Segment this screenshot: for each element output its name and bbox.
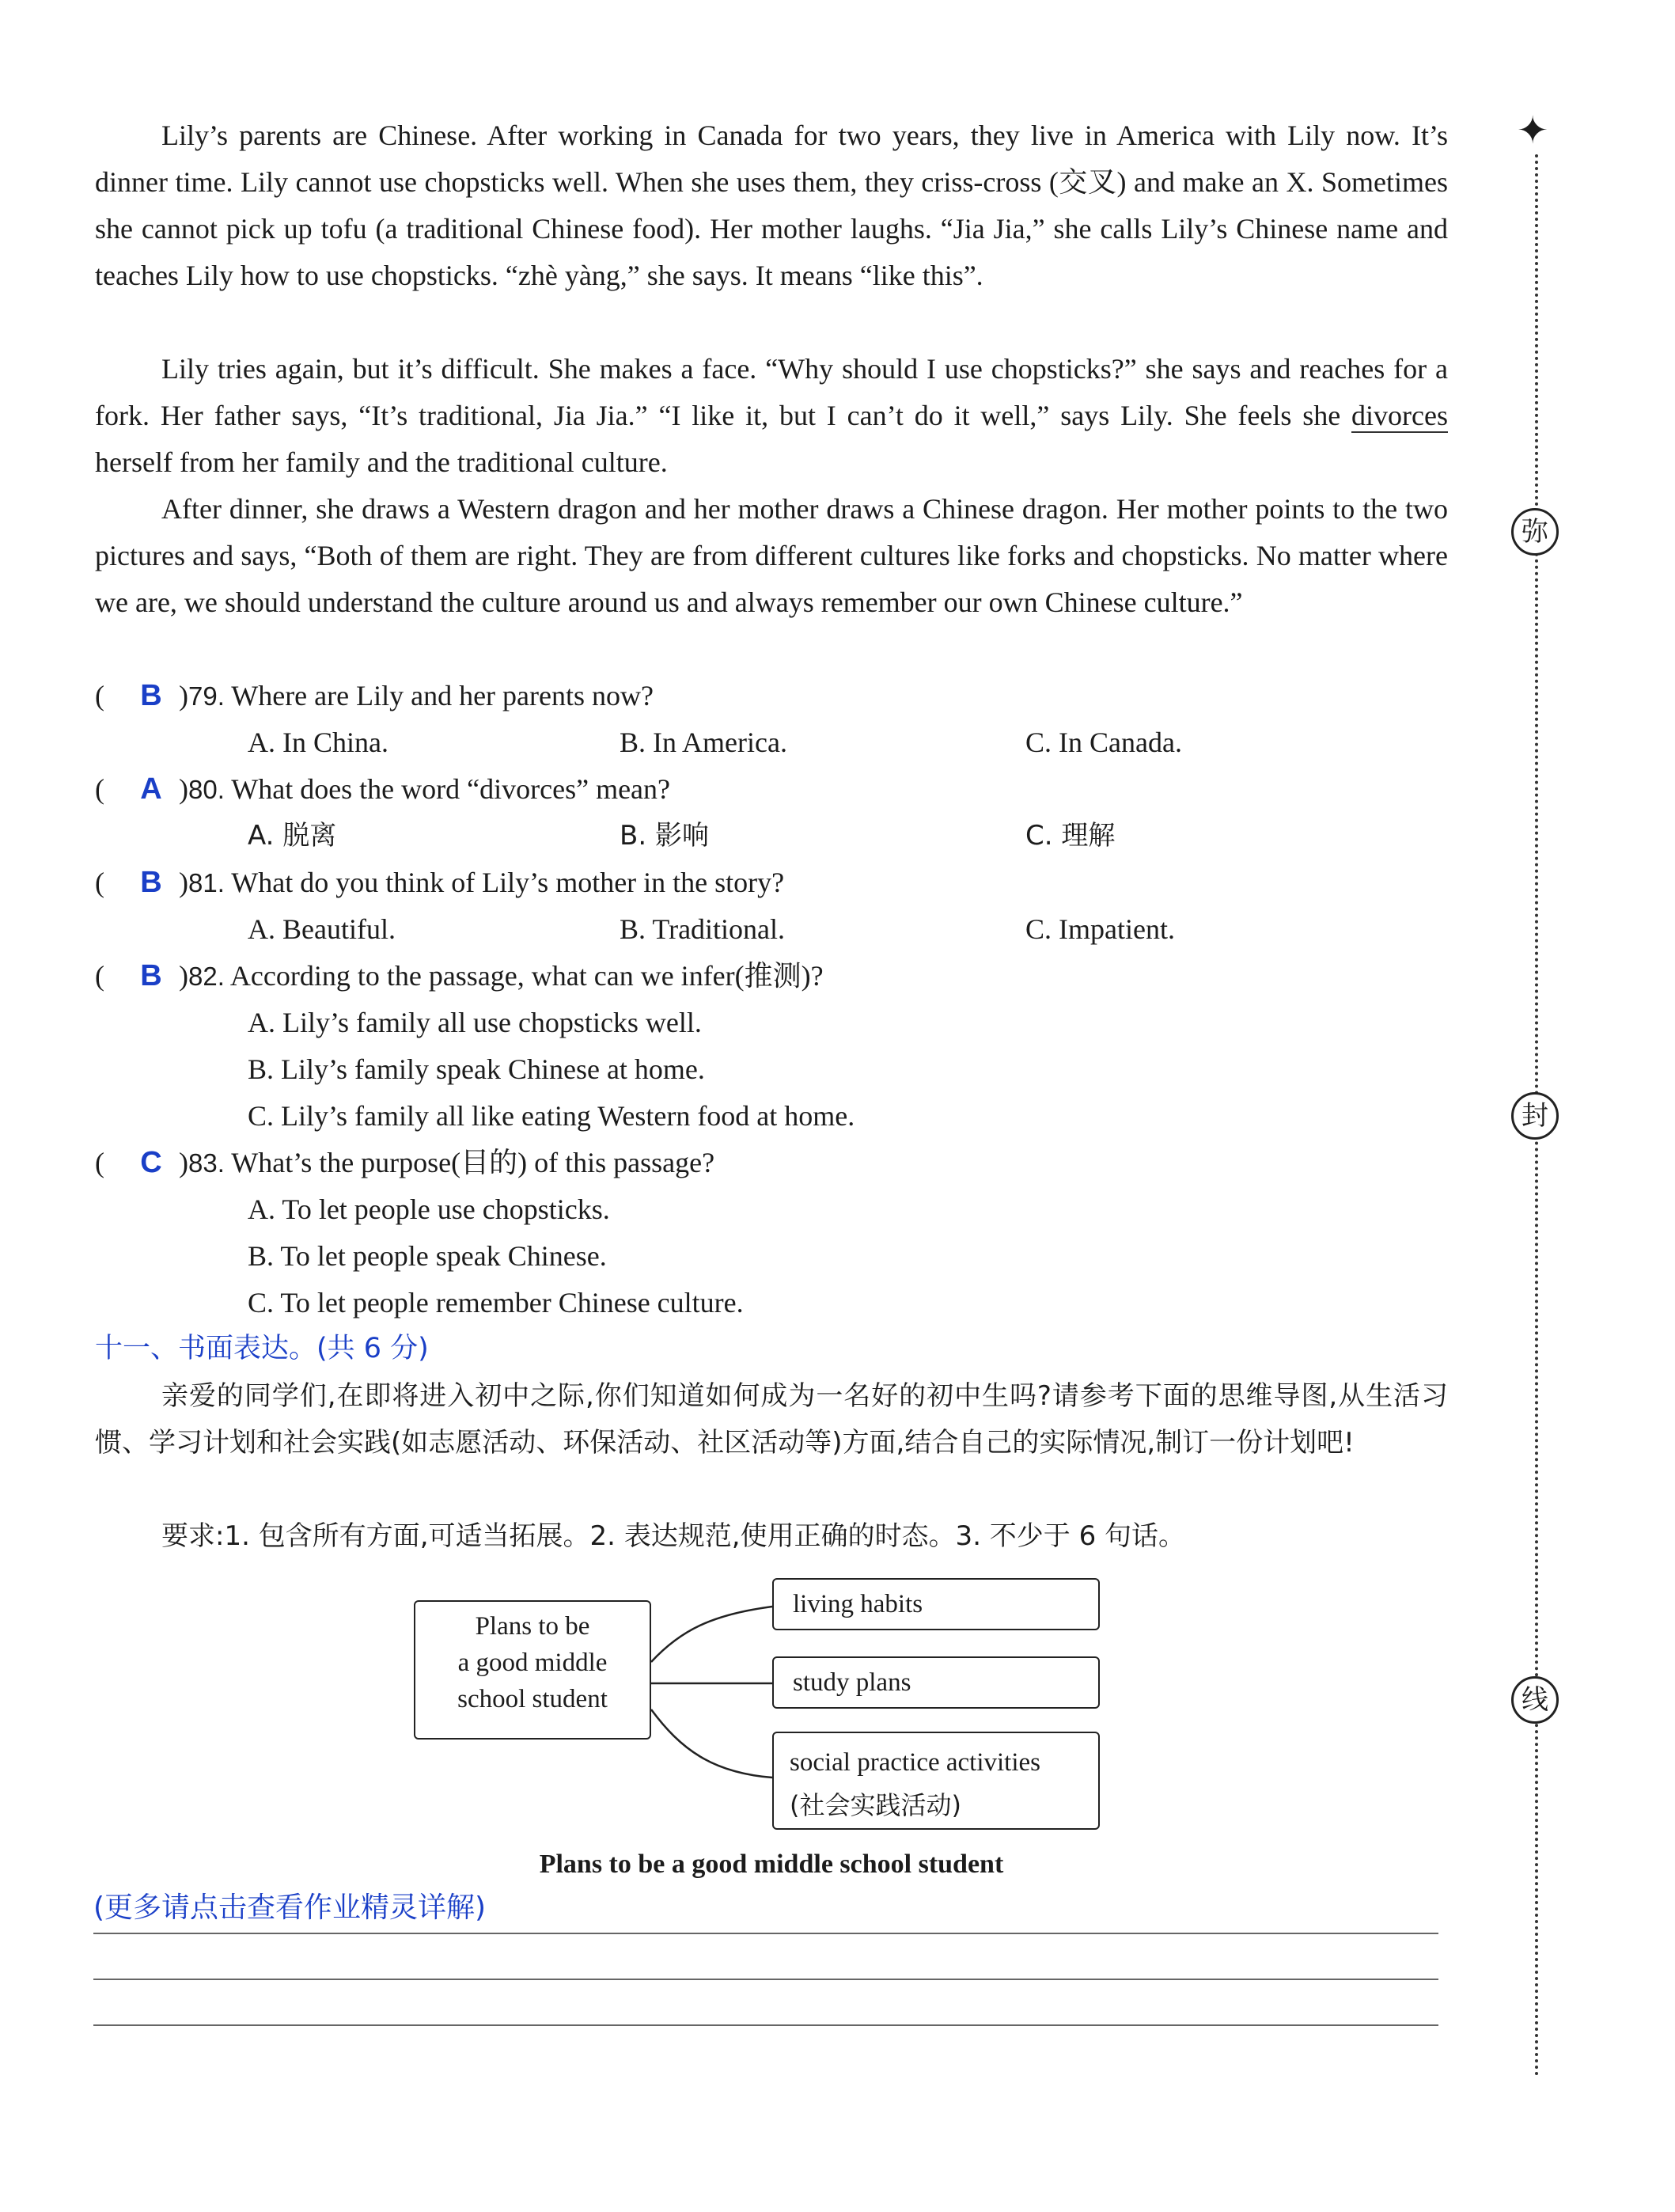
connector-living-habits (651, 1607, 772, 1662)
more-details-link[interactable]: (更多请点击查看作业精灵详解) (93, 1891, 487, 1924)
paren-close: ) (179, 867, 188, 898)
question-number: 81. (188, 868, 225, 897)
binding-mark-mi: 弥 (1511, 508, 1559, 556)
mindmap-caption: Plans to be a good middle school student (539, 1850, 1004, 1879)
question-text: According to the passage, what can we infer(推测)? (229, 960, 824, 992)
option-a: A. Lily’s family all use chopsticks well. (248, 1007, 702, 1038)
underlined-word: divorces (1351, 400, 1448, 431)
mindmap-leaf-label: study plans (793, 1668, 911, 1697)
paren-close: ) (179, 773, 188, 805)
paren-close: ) (179, 680, 188, 711)
option-c: C. 理解 (1025, 820, 1116, 852)
mindmap-leaf-living-habits (772, 1578, 1100, 1630)
option-b: B. Lily’s family speak Chinese at home. (248, 1053, 705, 1085)
writing-prompt: 亲爱的同学们,在即将进入初中之际,你们知道如何成为一名好的初中生吗?请参考下面的思维导图,从生活习惯、学习计划和社会实践(如志愿活动、环保活动、社区活动等)方面,结合自己的实际情况,制订一份计划吧! (95, 1380, 1448, 1459)
option-c: C. Lily’s family all like eating Western food at home. (248, 1100, 855, 1132)
paren-open: ( (95, 960, 104, 992)
binding-mark-feng: 封 (1511, 1092, 1559, 1140)
answer-mark: B (140, 866, 162, 899)
question-text: What does the word “divorces” mean? (231, 773, 670, 805)
question-number: 79. (188, 681, 225, 711)
answer-mark: B (140, 959, 162, 992)
answer-mark: C (140, 1146, 162, 1179)
answer-writing-line[interactable] (93, 1933, 1438, 1934)
mindmap-leaf-label: (社会实践活动) (790, 1790, 961, 1820)
mindmap-root-line: a good middle (457, 1649, 608, 1677)
paren-open: ( (95, 1147, 104, 1178)
writing-requirements: 要求:1. 包含所有方面,可适当拓展。2. 表达规范,使用正确的时态。3. 不少于 6 句话。 (161, 1520, 1186, 1552)
star-icon: ✦ (1517, 108, 1549, 153)
option-c: C. Impatient. (1025, 913, 1175, 945)
passage-text: Lily tries again, but it’s difficult. She makes a face. “Why should I use chopsticks?” she says and reaches for a fork. Her father says, “It’s traditional, Jia Jia.” “I like it, but I can’t do it well,” says Lily. She feels she (95, 353, 1448, 431)
paren-close: ) (179, 960, 188, 992)
mindmap-leaf-social-practice (772, 1732, 1100, 1830)
paren-open: ( (95, 680, 104, 711)
question-number: 80. (188, 775, 225, 804)
option-a: A. To let people use chopsticks. (248, 1193, 610, 1225)
option-b: B. Traditional. (620, 913, 786, 945)
mindmap-leaf-label: living habits (793, 1590, 923, 1618)
passage-text: herself from her family and the traditional culture. (95, 446, 668, 478)
connector-social-practice (651, 1709, 772, 1778)
binding-mark-xian: 线 (1511, 1676, 1559, 1724)
answer-mark: B (140, 679, 162, 712)
question-text: Where are Lily and her parents now? (231, 680, 654, 711)
answer-writing-line[interactable] (93, 2024, 1438, 2026)
option-b: B. 影响 (620, 820, 709, 852)
mindmap-leaf-study-plans (772, 1656, 1100, 1709)
mindmap-leaf-label: social practice activities (790, 1748, 1041, 1777)
question-number: 82. (188, 962, 225, 991)
paren-open: ( (95, 773, 104, 805)
question-number: 83. (188, 1148, 225, 1178)
question-text: What’s the purpose(目的) of this passage? (231, 1147, 715, 1178)
option-b: B. To let people speak Chinese. (248, 1240, 607, 1272)
passage-text: After dinner, she draws a Western dragon and her mother draws a Chinese dragon. Her mother points to the two pictures and says, “Both of them are right. They are from different cultures like forks and chopsticks. No matter where we are, we should understand the culture around us and always remember our own Chinese culture.” (95, 493, 1448, 618)
mindmap-root-line: Plans to be (475, 1612, 590, 1641)
option-c: C. To let people remember Chinese culture. (248, 1287, 744, 1318)
option-b: B. In America. (620, 727, 787, 758)
option-a: A. Beautiful. (248, 913, 396, 945)
option-c: C. In Canada. (1025, 727, 1182, 758)
option-a: A. 脱离 (248, 820, 337, 852)
option-a: A. In China. (248, 727, 388, 758)
passage-text: Lily’s parents are Chinese. After working in Canada for two years, they live in America with Lily now. It’s dinner time. Lily cannot use chopsticks well. When she uses them, they criss-cross (交叉) and make an X. Sometimes she cannot pick up tofu (a traditional Chinese food). Her mother laughs. “Jia Jia,” she calls Lily’s Chinese name and teaches Lily how to use chopsticks. “zhè yàng,” she says. It means “like this”. (95, 120, 1448, 291)
answer-mark: A (140, 772, 162, 806)
answer-writing-line[interactable] (93, 1979, 1438, 1980)
paren-open: ( (95, 867, 104, 898)
section-title: 十一、书面表达。(共 6 分) (95, 1333, 429, 1364)
question-text: What do you think of Lily’s mother in the story? (231, 867, 785, 898)
mindmap-root-line: school student (457, 1685, 608, 1713)
paren-close: ) (179, 1147, 188, 1178)
